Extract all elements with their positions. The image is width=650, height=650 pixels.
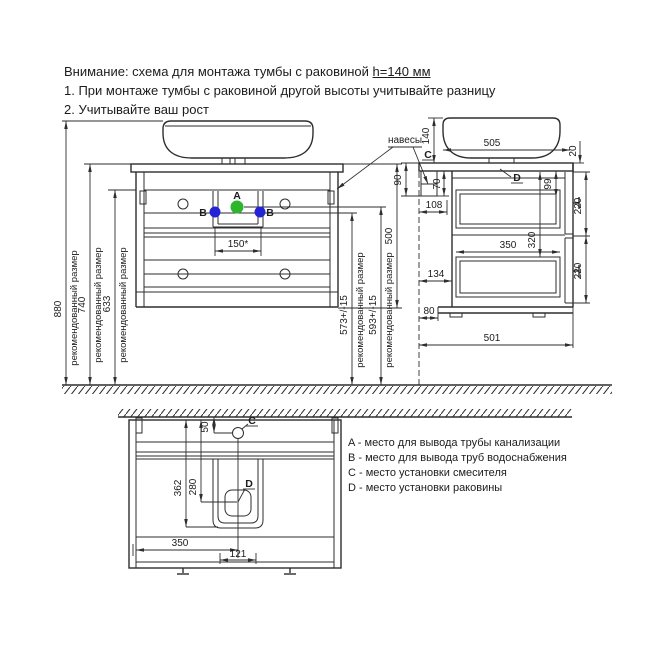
dim-back-gap: 134 xyxy=(427,269,445,280)
dim-countertop-thickness: 20 xyxy=(568,145,579,157)
drawer-hole xyxy=(280,199,290,209)
dim-bracket-drop: 90 xyxy=(393,174,404,186)
legend-item-a: A - место для вывода трубы канализации xyxy=(348,437,561,449)
dim-niche-depth: 362 xyxy=(173,479,184,497)
dim-pipe-spacing: 150* xyxy=(227,239,249,250)
marker-b-left-label: B xyxy=(199,207,207,219)
sink-front-outline xyxy=(163,121,313,158)
dim-bracket-height: 70 xyxy=(432,178,443,190)
hangers-label: навесы xyxy=(387,135,423,146)
dim-drain-from-side: 350 xyxy=(171,538,189,549)
dim-faucet-offset: 50 xyxy=(200,421,211,433)
dim-drain-depth: 280 xyxy=(188,478,199,496)
dim-bracket-depth: 108 xyxy=(425,200,443,211)
sink-position-label: D xyxy=(513,172,521,184)
dim-drawer-depth: 350 xyxy=(499,240,517,251)
dim-drawer-height: 633 xyxy=(102,295,113,313)
sink-side-outline xyxy=(443,118,560,158)
water-outlet-marker-right xyxy=(255,207,266,218)
drawer1-side xyxy=(456,190,560,228)
header-line-2: 1. При монтаже тумбы с раковиной другой высоты учитывайте разницу xyxy=(64,83,496,98)
dim-top-offset: 99 xyxy=(543,178,554,190)
dim-sink-height: 140 xyxy=(421,127,432,145)
legend-item-d: D - место установки раковины xyxy=(348,482,503,494)
dim-cabinet-height: 500 xyxy=(384,227,395,245)
dim-sewage-height: 593+/-15 xyxy=(368,295,379,335)
sink-height-value: h=140 мм xyxy=(372,64,431,79)
legend xyxy=(348,436,567,496)
dim-drawer1-front: 220 xyxy=(573,197,584,215)
dim-total-depth: 501 xyxy=(483,333,501,344)
front-view xyxy=(53,121,428,385)
recommended-size-note: рекомендованный размер xyxy=(384,252,395,368)
hangers-callout xyxy=(337,135,428,189)
recommended-size-note: рекомендованный размер xyxy=(118,247,129,363)
marker-a-label: A xyxy=(233,190,241,202)
faucet-position-label: C xyxy=(424,149,432,161)
side-view xyxy=(393,118,590,385)
dim-plinth-gap: 80 xyxy=(423,306,435,317)
dim-inner-height: 320 xyxy=(527,231,538,249)
faucet-marker xyxy=(233,428,244,439)
wall-hanger-right xyxy=(328,191,334,204)
wall-hanger-left xyxy=(140,191,146,204)
recommended-size-note: рекомендованный размер xyxy=(93,247,104,363)
sink-drain-fitting xyxy=(222,158,230,164)
recommended-size-note: рекомендованный размер xyxy=(69,250,80,366)
feet-top-view xyxy=(177,568,296,574)
dim-water-height: 573+/-15 xyxy=(339,295,350,335)
height-dimensions xyxy=(53,121,402,385)
floor-line xyxy=(62,385,612,394)
header-line-3: 2. Учитывайте ваш рост xyxy=(64,102,209,117)
dim-total-height: 880 xyxy=(53,300,64,318)
countertop-side xyxy=(419,163,573,171)
drawer-hole xyxy=(178,199,188,209)
legend-item-b: B - место для вывода труб водоснабжения xyxy=(348,452,567,464)
cabinet-top-body xyxy=(129,420,341,568)
faucet-position-label: C xyxy=(248,415,256,427)
sewage-outlet-marker xyxy=(231,201,244,214)
water-outlet-marker-left xyxy=(210,207,221,218)
sink-position-label: D xyxy=(245,478,253,490)
header-line-1: Внимание: схема для монтажа тумбы с раковиной h=140 мм xyxy=(64,64,431,79)
dim-cutout-width: 121 xyxy=(229,549,247,560)
countertop-front xyxy=(131,164,343,172)
drawer2-side xyxy=(456,257,560,297)
marker-b-right-label: B xyxy=(266,207,274,219)
recommended-size-note: рекомендованный размер xyxy=(355,252,366,368)
dim-drawer2-front: 220 xyxy=(573,262,584,280)
legend-item-c: C - место установки смесителя xyxy=(348,467,507,479)
wall-line xyxy=(118,409,572,417)
dim-counter-height: 740 xyxy=(77,296,88,314)
dim-sink-depth: 505 xyxy=(483,138,501,149)
